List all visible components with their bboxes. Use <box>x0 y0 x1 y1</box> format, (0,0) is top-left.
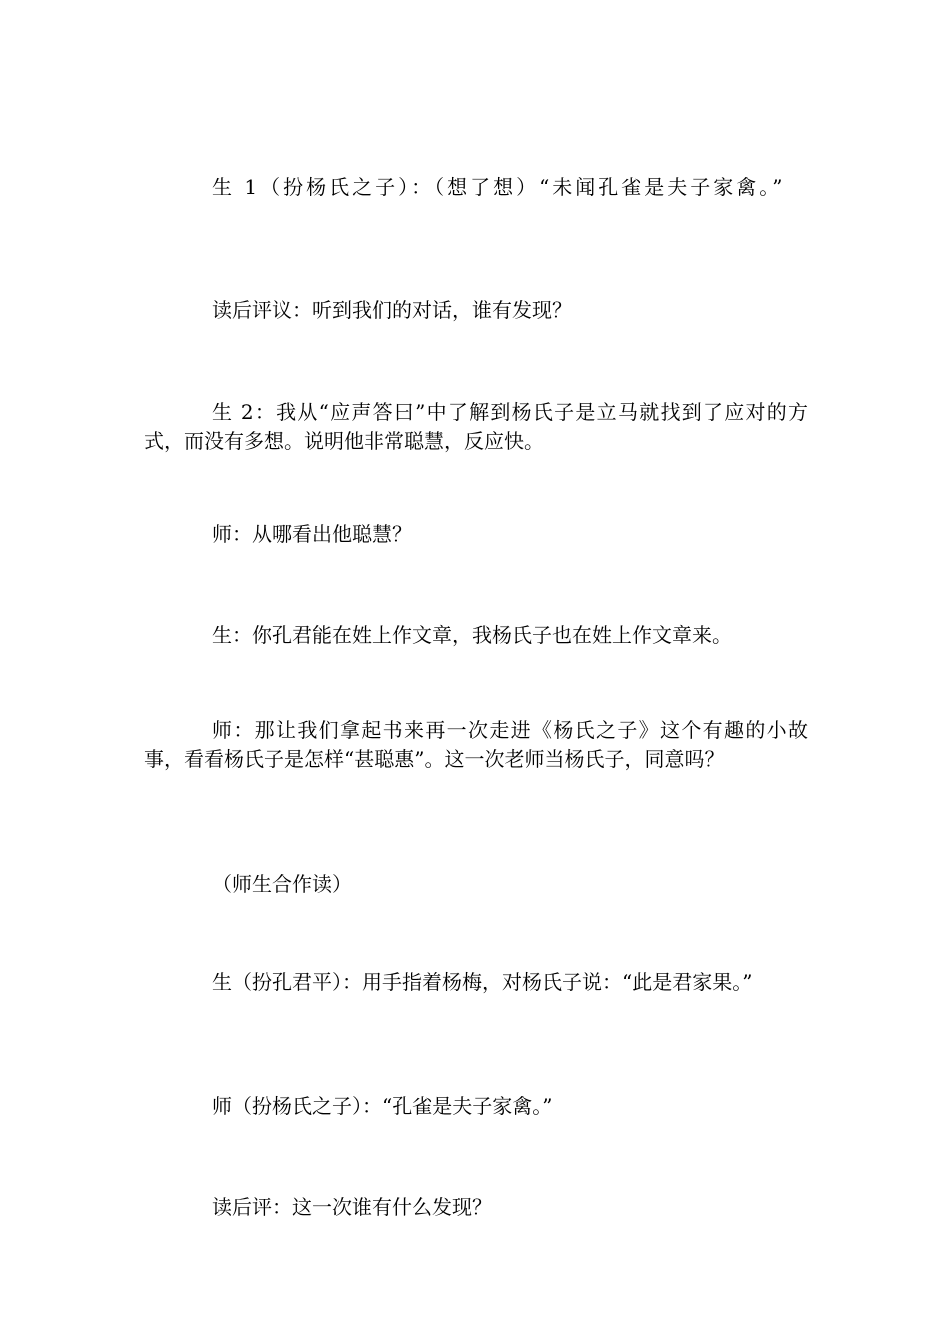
paragraph-student1-line: 生 1（扮杨氏之子）：（想了想）“未闻孔雀是夫子家禽。” <box>212 175 786 199</box>
paragraph-cooperative-reading: （师生合作读） <box>212 872 352 896</box>
paragraph-after-reading-review: 读后评：这一次谁有什么发现？ <box>212 1195 492 1219</box>
paragraph-teacher-question: 师：从哪看出他聪慧？ <box>212 522 412 546</box>
paragraph-student2-answer: 生 2：我从“应声答曰”中了解到杨氏子是立马就找到了应对的方式，而没有多想。说明他非常聪慧，反应快。 <box>144 400 808 453</box>
paragraph-teacher-yang-line: 师（扮杨氏之子）：“孔雀是夫子家禽。” <box>212 1094 553 1118</box>
paragraph-discussion-prompt: 读后评议：听到我们的对话，谁有发现？ <box>212 298 572 322</box>
paragraph-teacher-instruction: 师：那让我们拿起书来再一次走进《杨氏之子》这个有趣的小故事，看看杨氏子是怎样“甚聪惠”。这一次老师当杨氏子，同意吗？ <box>144 718 808 771</box>
paragraph-student-kong-line: 生（扮孔君平）：用手指着杨梅，对杨氏子说：“此是君家果。” <box>212 970 753 994</box>
paragraph-student-answer: 生：你孔君能在姓上作文章，我杨氏子也在姓上作文章来。 <box>212 623 732 647</box>
